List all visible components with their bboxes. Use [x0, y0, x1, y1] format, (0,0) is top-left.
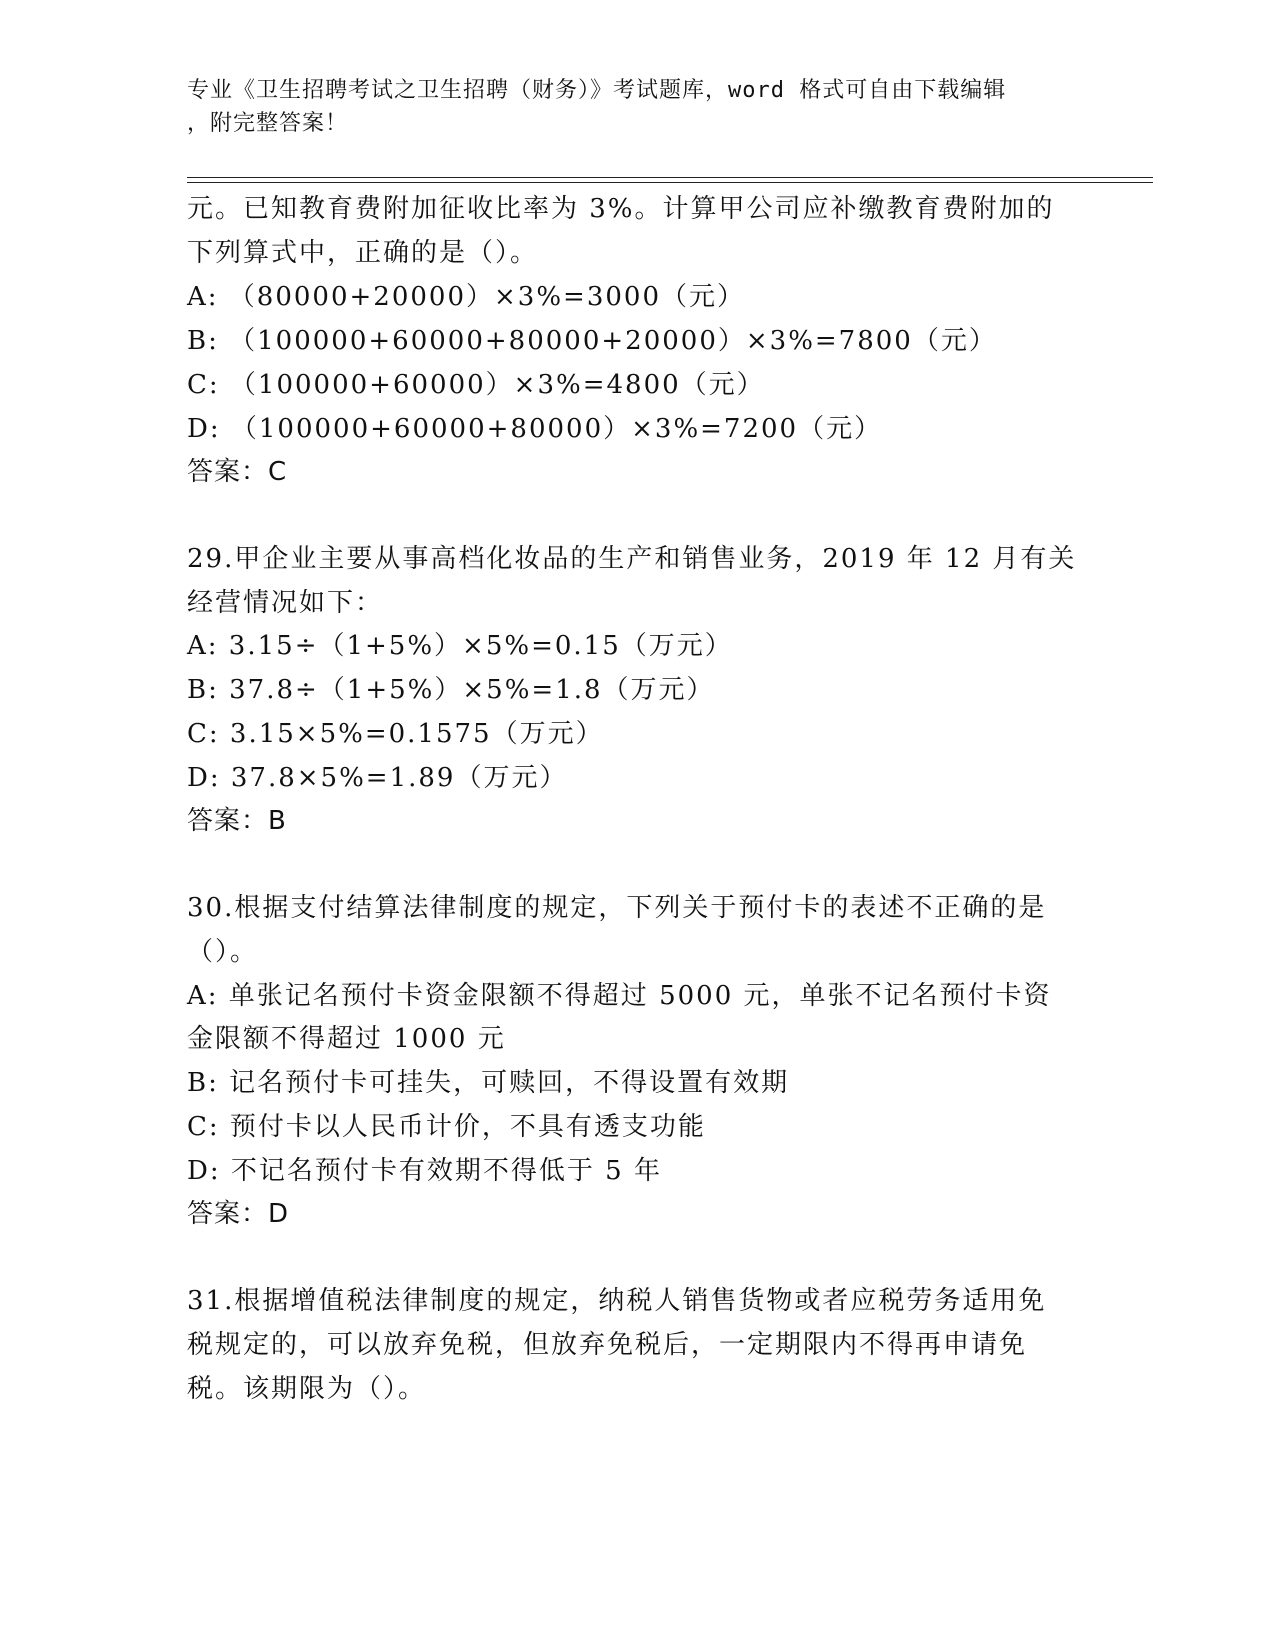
answer-text: 答案：B — [187, 806, 287, 836]
option-d: D: （100000+60000+80000）×3%=7200（元） — [187, 414, 883, 444]
header-line-1: 专业《卫生招聘考试之卫生招聘（财务）》考试题库，word 格式可自由下载编辑 — [187, 78, 1007, 103]
option-c: C: 3.15×5%=0.1575（万元） — [187, 719, 604, 749]
question-stem-line: 经营情况如下： — [187, 588, 384, 618]
question-stem-line: 31.根据增值税法律制度的规定，纳税人销售货物或者应税劳务适用免 — [187, 1286, 1047, 1316]
document-header — [187, 74, 1067, 140]
header-line-2: ，附完整答案！ — [187, 111, 349, 136]
option-a-continuation: 金限额不得超过 1000 元 — [187, 1024, 506, 1054]
option-a: A: 3.15÷（1+5%）×5%=0.15（万元） — [187, 631, 733, 661]
option-d: D: 37.8×5%=1.89（万元） — [187, 763, 568, 793]
question-stem-line: 29.甲企业主要从事高档化妆品的生产和销售业务，2019 年 12 月有关 — [187, 544, 1077, 574]
option-b: B: 37.8÷（1+5%）×5%=1.8（万元） — [187, 675, 715, 705]
question-stem-line: 元。已知教育费附加征收比率为 3%。计算甲公司应补缴教育费附加的 — [187, 194, 1055, 224]
option-b: B: （100000+60000+80000+20000）×3%=7800（元） — [187, 326, 997, 356]
option-a: A: 单张记名预付卡资金限额不得超过 5000 元，单张不记名预付卡资 — [187, 981, 1052, 1011]
option-d: D: 不记名预付卡有效期不得低于 5 年 — [187, 1156, 662, 1186]
question-stem-line: 税。该期限为（）。 — [187, 1374, 427, 1404]
option-c: C: 预付卡以人民币计价，不具有透支功能 — [187, 1112, 706, 1142]
option-c: C: （100000+60000）×3%=4800（元） — [187, 370, 765, 400]
question-stem-line: （）。 — [187, 937, 259, 967]
question-stem-line: 30.根据支付结算法律制度的规定，下列关于预付卡的表述不正确的是 — [187, 893, 1047, 923]
header-divider-top — [187, 177, 1153, 178]
answer-text: 答案：C — [187, 457, 288, 487]
question-stem-line: 下列算式中，正确的是（）。 — [187, 238, 539, 268]
question-stem-line: 税规定的，可以放弃免税，但放弃免税后，一定期限内不得再申请免 — [187, 1330, 1028, 1360]
answer-text: 答案：D — [187, 1199, 290, 1229]
option-b: B: 记名预付卡可挂失，可赎回，不得设置有效期 — [187, 1068, 790, 1098]
header-divider-bottom — [187, 182, 1153, 183]
option-a: A: （80000+20000）×3%=3000（元） — [187, 282, 745, 312]
